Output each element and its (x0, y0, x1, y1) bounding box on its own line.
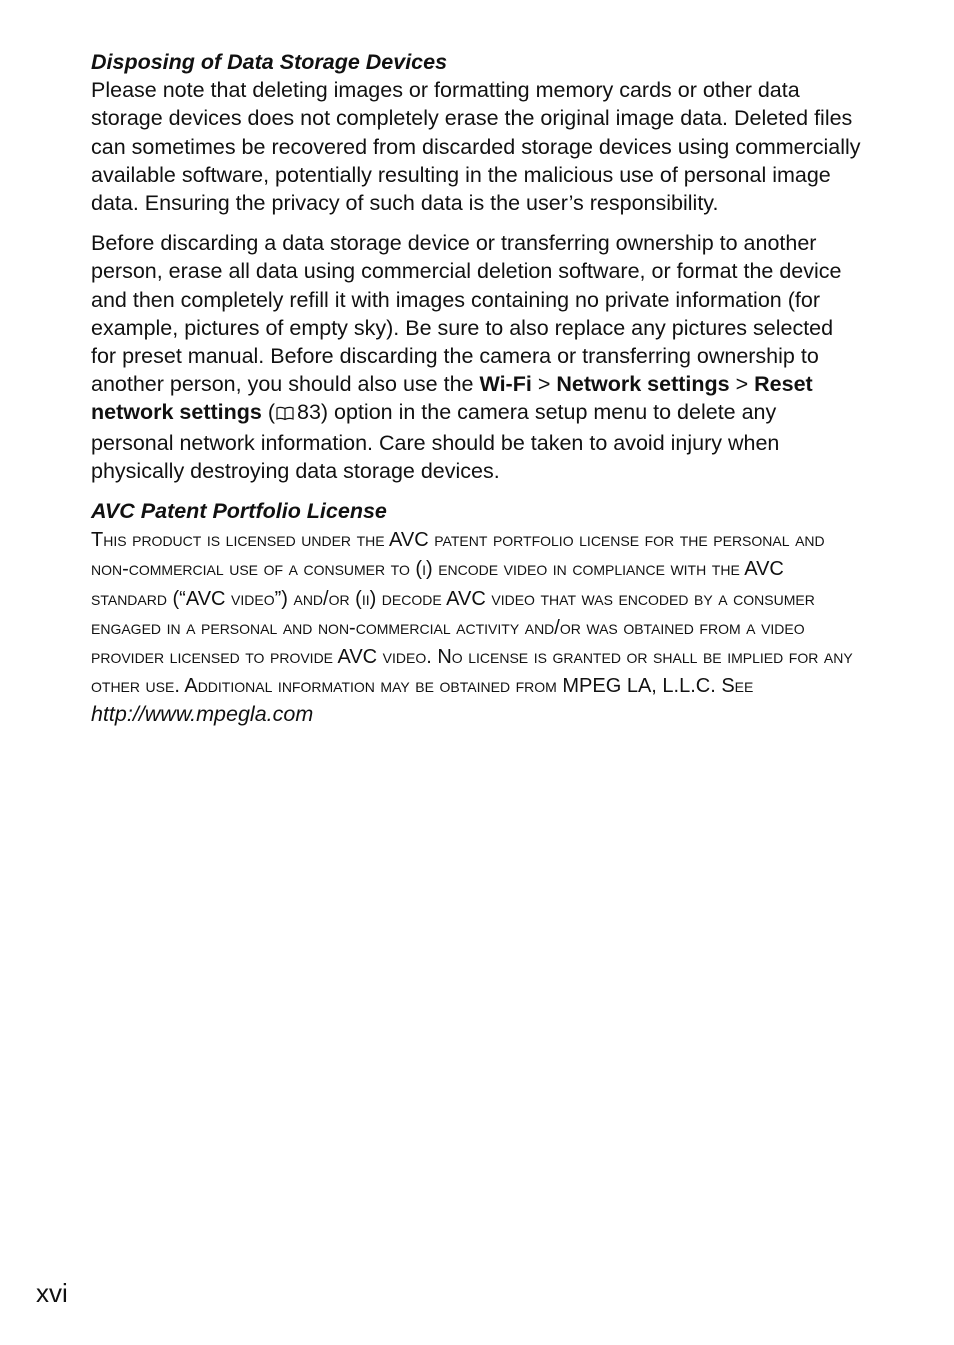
paragraph-avc-license (91, 525, 861, 728)
menu-separator: > (735, 372, 749, 397)
menu-item-wifi: Wi-Fi (479, 372, 532, 397)
paragraph-disposing-intro: Please note that deleting images or formatting memory cards or other data storage devices does not completely erase the original image data. Deleted files can sometimes be recovered from discarded storage devices using commercially available software, potentially resulting in the malicious use of personal image data. Ensuring the privacy of such data is the user’s responsibility. (91, 78, 861, 216)
page-content (91, 48, 861, 741)
section-heading-disposing: Disposing of Data Storage Devices (91, 50, 448, 74)
menu-item-network-settings: Network settings (556, 372, 730, 397)
page-number: xvi (36, 1278, 68, 1308)
mpegla-link[interactable]: http://www.mpegla.com (91, 702, 314, 727)
paragraph-disposing-instructions: Before discarding a data storage device or transferring ownership to another person, erase all data using commercial deletion software, or format the device and then completely refill it with images containing no private information (for example, pictures of empty sky). Be sure to also replace any pictures selected for preset manual. Before discarding the camera or transferring ownership to another person, you should also use the Wi-Fi > Network settings > Reset network settings ( 83) option in the camera setup menu to delete any personal network information. Care should be taken to avoid injury when physically destroying data storage devices. (91, 231, 842, 483)
page-reference: 83 (296, 400, 321, 425)
menu-separator: > (537, 372, 551, 397)
menu-item-reset-network-settings: Reset network settings (91, 372, 813, 425)
section-heading-avc: AVC Patent Portfolio License (91, 499, 387, 524)
instructions-text: Before discarding a data storage device or transferring ownership to another person, erase all data using commercial deletion software, or format the device and then completely refill it with images containing no private information (for example, pictures of empty sky). Be sure to also replace any pictures selected for preset manual. Before discarding the camera or transferring ownership to another person, you should also use the (91, 231, 842, 397)
book-reference-icon (276, 400, 294, 428)
instructions-text-continued: ) option in the camera setup menu to delete any personal network information. Care should be taken to avoid injury when physically destroying data storage devices. (91, 400, 780, 483)
license-text: This product is licensed under the AVC patent portfolio license for the personal and non-commercial use of a consumer to (i) encode video in compliance with the AVC standard (“AVC video”) and/or (ii) decode AVC video that was encoded by a consumer engaged in a personal and non-commercial activity and/or was obtained from a video provider licensed to provide AVC video. No license is granted or shall be implied for any other use. Additional information may be obtained from MPEG LA, L.L.C. See (91, 529, 853, 698)
